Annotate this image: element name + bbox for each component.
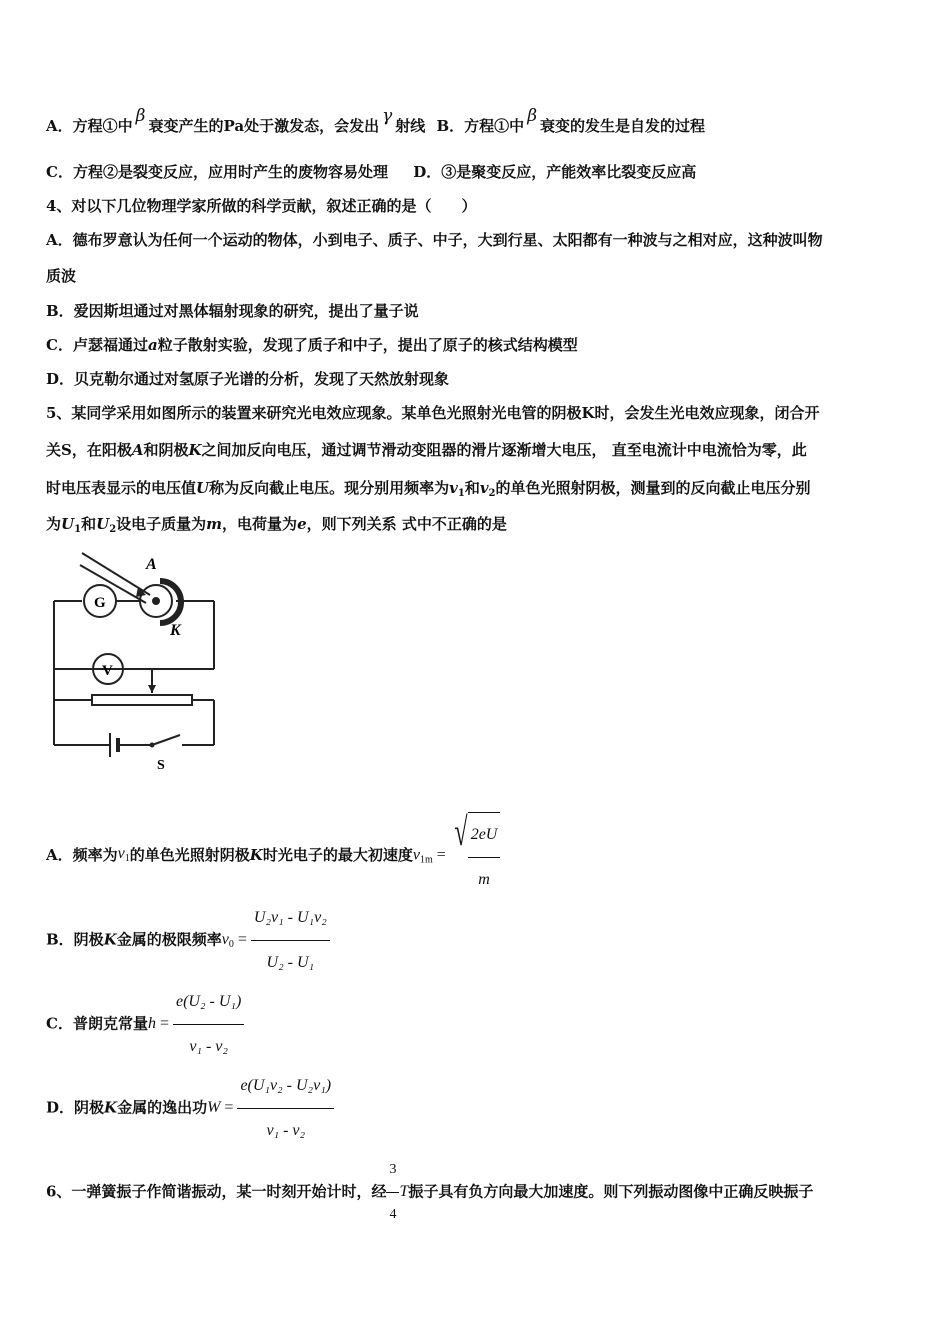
formula-d: [207, 1066, 334, 1151]
var-h: h: [147, 1015, 156, 1033]
text: 关S，在阳极: [46, 441, 132, 459]
equals: =: [436, 846, 446, 864]
denominator: v₁ - v₂: [266, 1122, 306, 1139]
text: A．频率为: [46, 846, 118, 864]
q5-option-d: [46, 1066, 334, 1151]
sub: 1: [457, 488, 465, 499]
q4-option-b: B．爱因斯坦通过对黑体辐射现象的研究，提出了量子说: [46, 302, 419, 320]
q3-option-d: D．③是聚变反应，产能效率比裂变反应高: [413, 163, 697, 181]
q3-options-cd: [46, 162, 696, 182]
q3-option-b-end: 衰变的发生是自发的过程: [540, 117, 706, 135]
beta-symbol: β: [527, 106, 538, 126]
text: D．阴极: [46, 1098, 105, 1117]
fraction-three-quarter-t: [386, 1150, 408, 1235]
var-v: v: [221, 931, 229, 949]
text: 金属的极限频率: [116, 930, 222, 949]
numerator: 3: [386, 1150, 399, 1193]
q5-stem-line2: [46, 440, 807, 460]
text: 6、一弹簧振子作简谐振动，某一时刻开始计时，经: [46, 1182, 387, 1201]
q4-option-a-line1: A．德布罗意认为任何一个运动的物体，小到电子、质子、中子，大到行星、太阳都有一种波与之相对应，这种波叫物: [46, 231, 823, 249]
var-u: U: [61, 515, 75, 533]
label-v: V: [102, 663, 113, 679]
text: 和: [81, 515, 97, 533]
text: 为: [46, 515, 62, 533]
label-g: G: [94, 595, 106, 611]
q4-option-c: [46, 335, 578, 355]
var-v: v: [479, 479, 489, 497]
text: C．普朗克常量: [46, 1014, 148, 1033]
q5-option-b: [46, 898, 330, 983]
q4-stem: 4、对以下几位物理学家所做的科学贡献，叙述正确的是（ ）: [46, 197, 477, 215]
q4-option-c-pre: C．卢瑟福通过: [46, 336, 148, 354]
q3-options-ab: [46, 106, 706, 136]
text: 之间加反向电压，通过调节滑动变阻器的滑片逐渐增大电压， 直至电流计中电流恰为零，此: [201, 441, 807, 459]
text: ，则下列关系 式中不正确的是: [306, 515, 507, 533]
denominator: v₁ - v₂: [189, 1038, 228, 1055]
formula-b: [222, 898, 330, 983]
text: 的单色光照射阴极，测量到的反向截止电压分别: [495, 479, 811, 497]
q3-option-c: C．方程②是裂变反应，应用时产生的废物容易处理: [46, 163, 388, 181]
numerator: U₂v₁ - U₁v₂: [251, 898, 330, 941]
equals: =: [224, 1099, 234, 1117]
var-v: v: [117, 844, 125, 862]
var-u: U: [96, 515, 110, 533]
switch-pivot: [150, 743, 155, 748]
q5-stem-line1: 5、某同学采用如图所示的装置来研究光电效应现象。某单色光照射光电管的阴极K时，会发生光电效应现象，闭合开: [46, 404, 820, 422]
text: 时光电子的最大初速度: [262, 846, 413, 864]
equals: =: [159, 1015, 169, 1033]
var-k: K: [188, 441, 202, 459]
text: 和阴极: [143, 441, 189, 459]
anode-a: [152, 597, 160, 605]
var-k: K: [249, 846, 263, 864]
equals: =: [237, 931, 247, 949]
var-v: v: [412, 846, 420, 864]
denominator: m: [478, 871, 490, 888]
q5-option-a: [46, 809, 500, 900]
q6-stem: [46, 1150, 813, 1235]
var-v: v: [449, 479, 458, 497]
var-a: A: [131, 441, 144, 459]
light-ray: [82, 553, 150, 595]
denominator: U₂ - U₁: [266, 954, 315, 971]
var-e: e: [297, 515, 307, 533]
q3-option-a-mid: 衰变产生的Pa处于激发态，会发出: [148, 117, 380, 135]
label-k: K: [170, 622, 181, 639]
q3-option-a-end: 射线: [395, 117, 426, 135]
q5-option-c: [46, 982, 244, 1067]
q4-option-a-line2: 质波: [46, 267, 77, 285]
beta-symbol: β: [135, 106, 146, 126]
gamma-symbol: γ: [382, 106, 393, 126]
text: 金属的逸出功: [117, 1098, 208, 1117]
formula-c: [148, 982, 244, 1067]
sub: 2: [488, 488, 496, 499]
q4-option-d: D．贝克勒尔通过对氢原子光谱的分析，发现了天然放射现象: [46, 370, 450, 388]
formula-a: $v_{1m}$ = √ $\frac{2eU}{m}$: [413, 812, 501, 900]
text: 称为反向截止电压。现分别用频率为: [209, 479, 450, 497]
alpha-symbol: a: [147, 336, 158, 354]
label-a: A: [146, 556, 157, 573]
photoelectric-circuit-diagram: [42, 545, 232, 775]
numerator: e(U₂ - U₁): [173, 982, 244, 1025]
q3-option-b-prefix: B．方程①中: [436, 117, 525, 135]
slider-arrow: [148, 685, 156, 693]
switch-s: [152, 735, 180, 745]
q4-option-c-post: 粒子散射实验，发现了质子和中子，提出了原子的核式结构模型: [157, 336, 578, 354]
rheostat: [92, 695, 192, 705]
q5-stem-line3: [46, 478, 811, 504]
sub: 1: [124, 852, 130, 864]
text: ，电荷量为: [222, 515, 298, 533]
sub: 1m: [419, 854, 433, 866]
text: 的单色光照射阴极: [129, 846, 250, 864]
var-k: K: [103, 930, 117, 949]
text: B．阴极: [46, 930, 104, 949]
text: 振子具有负方向最大加速度。则下列振动图像中正确反映振子: [408, 1182, 814, 1201]
sub: 0: [228, 939, 234, 951]
text: 设电子质量为: [116, 515, 207, 533]
label-s: S: [157, 758, 165, 773]
var-k: K: [104, 1098, 118, 1117]
numerator: 2eU: [468, 815, 501, 858]
text: 时电压表显示的电压值: [46, 479, 197, 497]
var-u: U: [196, 479, 210, 497]
light-ray: [80, 565, 146, 603]
var-m: m: [206, 515, 223, 533]
text: 和: [464, 479, 480, 497]
var-t: T: [399, 1183, 409, 1201]
sub: 2: [109, 524, 117, 535]
numerator: e(U₁v₂ - U₂v₁): [237, 1066, 334, 1109]
q3-option-a-prefix: A．方程①中: [46, 117, 133, 135]
var-w: W: [207, 1099, 221, 1117]
q5-stem-line4: [46, 514, 507, 540]
sub: 1: [74, 524, 82, 535]
denominator: 4: [389, 1207, 397, 1222]
